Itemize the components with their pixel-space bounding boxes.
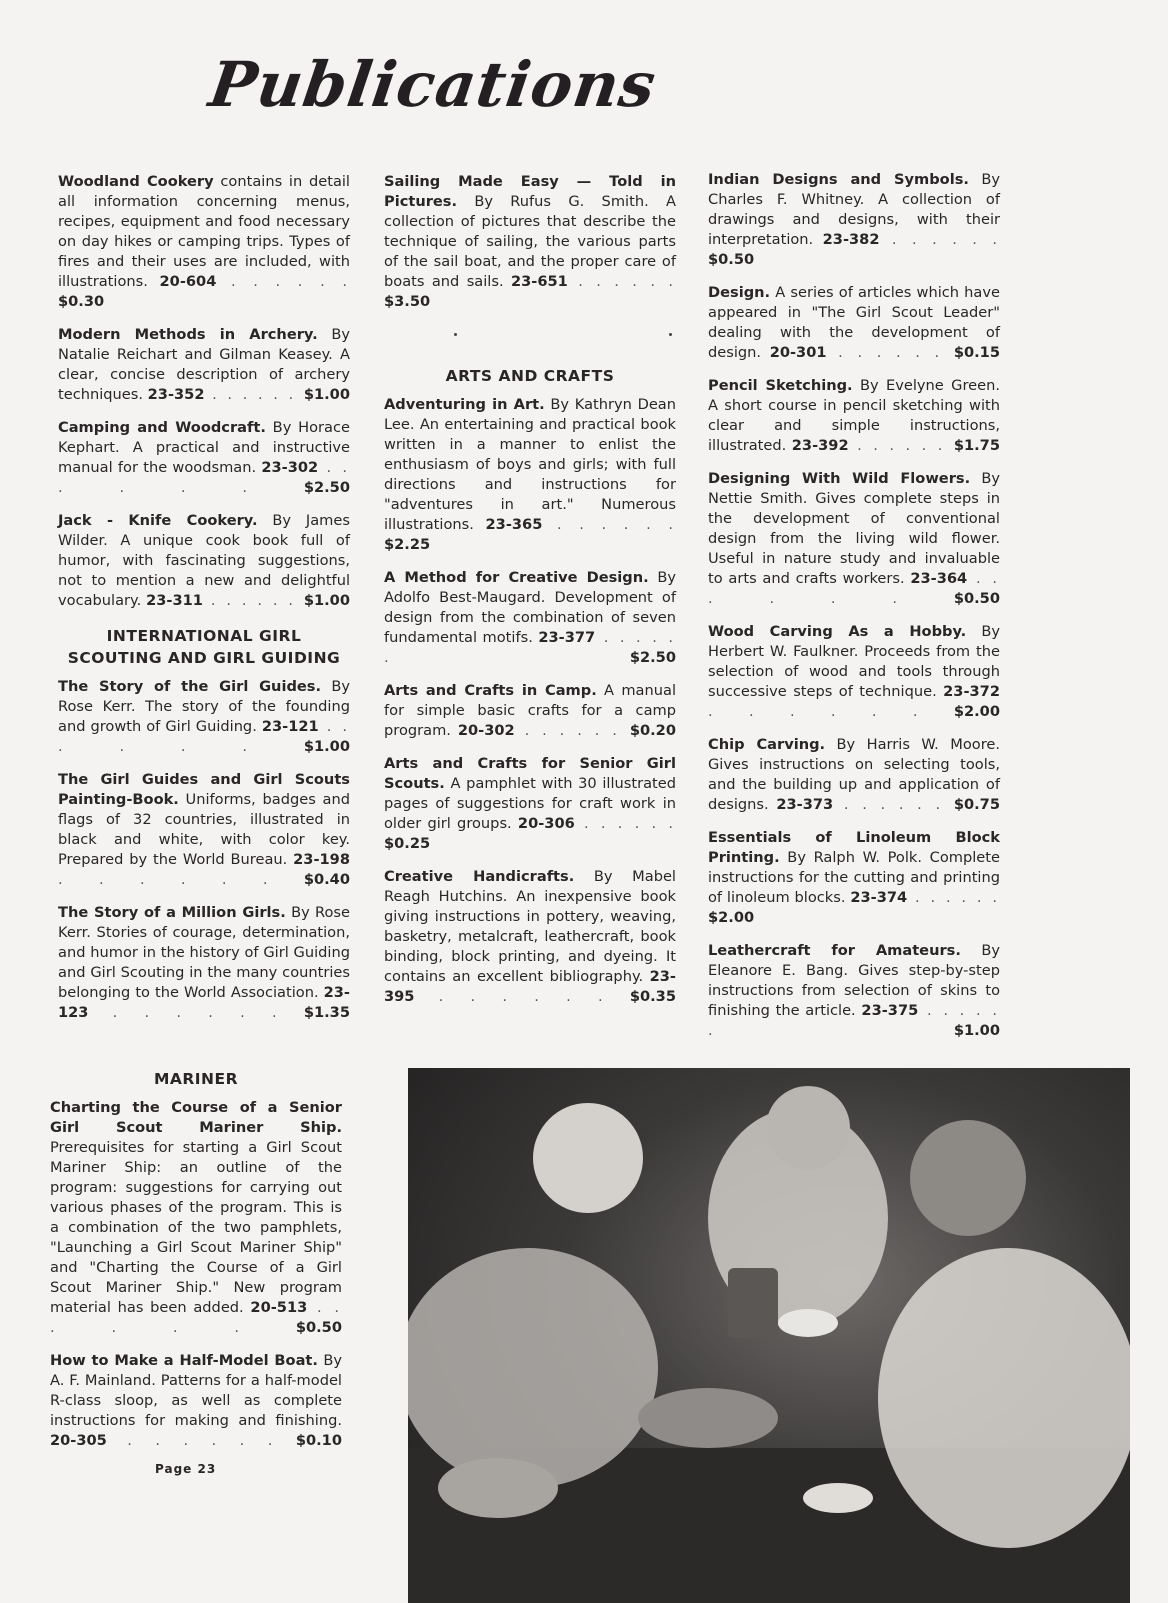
leader-dots: . . . . . . [514,722,630,739]
catalog-number: 20-513 [250,1299,308,1316]
catalog-number: 23-382 [822,231,880,248]
price: $1.35 [303,1004,350,1021]
catalog-number: 23-395 [384,968,676,1005]
leader-dots: . . . . . . [708,703,954,720]
catalog-number: 20-604 [159,273,217,290]
publication-description: By Eleanore E. Bang. Gives step-by-step instructions from selection of skins to finishing the article. [708,942,1000,1019]
publication-entry [58,770,350,890]
catalog-number: 23-372 [943,683,1000,700]
publication-title: Leathercraft for Amateurs. [708,942,961,959]
publication-entry [708,376,1000,456]
leader-dots: . . . . . . [58,459,350,496]
leader-dots: . . . . . . [58,871,304,888]
leader-dots: . . . . . . [542,516,676,533]
publication-entry [58,172,350,312]
publication-entry [708,469,1000,609]
publication-title: Charting the Course of a Senior Girl Scout Mariner Ship. [50,1099,342,1136]
page-number: Page 23 [155,1462,217,1476]
publication-title: Camping and Woodcraft. [58,419,266,436]
publication-title: Wood Carving As a Hobby. [708,623,967,640]
price: $2.00 [953,703,1000,720]
leader-dots: . . . . . . [88,1004,304,1021]
publication-description: By Nettie Smith. Gives complete steps in the development of conventional design from the living wild flower. Useful in nature study and invaluable to arts and crafts workers. [708,470,1000,587]
catalog-number: 23-392 [791,437,849,454]
publication-title: Sailing Made Easy — Told in Pictures. [384,173,676,210]
publication-description: By Harris W. Moore. Gives instructions on selecting tools, and the building up and application of designs. [708,736,1000,813]
price: $0.25 [384,835,431,852]
catalog-number: 23-375 [861,1002,919,1019]
catalog-number: 20-305 [50,1432,107,1449]
publication-title: Adventuring in Art. [384,396,545,413]
leader-dots: . . . . . . [384,629,677,666]
price: $3.50 [384,293,431,310]
publication-title: Chip Carving. [708,736,826,753]
price: $0.20 [629,722,676,739]
publication-description: By Charles F. Whitney. A collection of drawings and designs, with their interpretation. [708,171,1001,248]
publication-entry [708,283,1000,363]
leader-dots: . . . . . . [58,718,350,755]
publication-entry [50,1098,342,1338]
price: $1.00 [303,738,350,755]
price: $1.75 [953,437,1000,454]
column-3 [708,170,1000,1054]
catalog-number: 23-302 [261,459,319,476]
section-heading: MARINER [153,1070,239,1088]
price: $0.40 [303,871,350,888]
price: $0.50 [953,590,1000,607]
publication-title: Pencil Sketching. [708,377,853,394]
leader-dots: . . . . . . [848,437,954,454]
publication-entry [708,735,1000,815]
publication-title: The Girl Guides and Girl Scouts Painting-Book. [58,771,350,808]
catalog-number: 20-306 [517,815,575,832]
publication-entry [708,622,1000,722]
publication-entry [50,1351,342,1451]
publication-title: Design. [708,284,771,301]
publication-description: By James Wilder. A unique cook book full of humor, with fascinating suggestions, not to mention a new and delightful vocabulary. [58,512,350,609]
publication-description: A manual for simple basic crafts for a camp program. [384,682,676,739]
publication-entry [384,172,676,312]
publication-entry [384,395,676,555]
price: $1.00 [303,386,350,403]
column-2 [384,172,676,1020]
publication-title: Arts and Crafts for Senior Girl Scouts. [384,755,676,792]
publication-entry [384,867,676,1007]
leader-dots: . . . . . . [826,344,954,361]
publication-title: A Method for Creative Design. [384,569,649,586]
publication-entry [58,511,350,611]
publication-entry [58,418,350,498]
section-heading: ARTS AND CRAFTS [445,367,615,385]
price: $0.50 [708,251,755,268]
price: $2.00 [708,909,755,926]
publication-entry [708,941,1000,1041]
price: $1.00 [953,1022,1000,1039]
publication-title: Indian Designs and Symbols. [708,171,969,188]
catalog-number: 23-311 [146,592,203,609]
column-mariner [50,1054,342,1464]
leader-dots: . . . . . . [708,570,1000,607]
publication-title: Modern Methods in Archery. [58,326,318,343]
catalog-number: 23-123 [58,984,350,1021]
publication-description: Prerequisites for starting a Girl Scout Mariner Ship: an outline of the program: suggestions for carrying out various phases of the program. This is a combination of the two pamphlets, "Launching a Girl Scout Mariner Ship" and "Charting the Course of a Girl Scout Mariner Ship." New program material has been added. [50,1139,342,1316]
catalog-number: 23-651 [510,273,568,290]
leader-dots: . . . . . . [204,386,304,403]
publication-description: By Mabel Reagh Hutchins. An inexpensive book giving instructions in pottery, weaving, basketry, metalcraft, leathercraft, book binding, block printing, and dyeing. It contains an excellent bibliography. [384,868,676,985]
publication-title: Creative Handicrafts. [384,868,575,885]
publication-description: Uniforms, badges and flags of 32 countries, illustrated in black and white, with color key. Prepared by the World Bureau. [58,791,350,868]
publication-title: Designing With Wild Flowers. [708,470,971,487]
publication-title: Jack - Knife Cookery. [58,512,258,529]
publication-description: By Herbert W. Faulkner. Proceeds from the selection of wood and tools through successive steps of technique. [708,623,1000,700]
section-heading: INTERNATIONAL GIRL SCOUTING AND GIRL GUIDING [67,627,341,667]
leader-dots: . . . . . . [907,889,1001,906]
price: $0.35 [629,988,676,1005]
publication-description: By Rose Kerr. Stories of courage, determination, and humor in the history of Girl Guiding and Girl Scouting in the many countries belonging to the World Association. [58,904,351,1001]
catalog-number: 23-364 [910,570,968,587]
price: $2.50 [303,479,350,496]
price: $0.75 [953,796,1000,813]
leader-dots: . . . . . . [106,1432,296,1449]
girl-scouts-cooking-photo [408,1068,1130,1603]
publication-description: By A. F. Mainland. Patterns for a half-model R-class sloop, as well as complete instructions for making and finishing. [50,1352,342,1429]
publication-title: The Story of a Million Girls. [58,904,286,921]
catalog-number: 23-365 [485,516,543,533]
publication-description: By Rose Kerr. The story of the founding and growth of Girl Guiding. [58,678,350,735]
leader-dots: . . . . . . [833,796,954,813]
publication-entry [58,325,350,405]
leader-dots: . . . . . . [574,815,676,832]
publication-title: The Story of the Girl Guides. [58,678,322,695]
catalog-number: 23-373 [776,796,834,813]
publication-description: By Kathryn Dean Lee. An entertaining and practical book written in a manner to enlist the enthusiasm of boys and girls; with full directions and instructions for "adventures in art." Numerous illustrations. [384,396,676,533]
price: $2.50 [629,649,676,666]
catalog-number: 23-198 [293,851,350,868]
publication-title: Essentials of Linoleum Block Printing. [708,829,1000,866]
publication-title: Arts and Crafts in Camp. [384,682,597,699]
publication-description: By Ralph W. Polk. Complete instructions for the cutting and printing of linoleum blocks. [708,849,1000,906]
price: $2.25 [384,536,431,553]
catalog-number: 23-374 [850,889,908,906]
publication-description: By Horace Kephart. A practical and instructive manual for the woodsman. [58,419,350,476]
publication-description: contains in detail all information concerning menus, recipes, equipment and food necessary on day hikes or camping trips. Types of fires and their uses are included, with illustrations. [58,173,350,290]
leader-dots: . . . . . . [50,1299,342,1336]
publication-entry [708,170,1000,270]
publication-title: Woodland Cookery [58,173,214,190]
leader-dots: . . . . . . [708,1002,1001,1039]
divider [384,325,676,351]
price: $0.30 [58,293,105,310]
publication-description: By Natalie Reichart and Gilman Keasey. A clear, concise description of archery techniques. [58,326,350,403]
catalog-number: 23-352 [147,386,205,403]
catalog-number: 20-301 [769,344,827,361]
publication-entry [384,754,676,854]
price: $0.10 [295,1432,342,1449]
leader-dots: . . . . . . [414,988,630,1005]
publication-entry [384,681,676,741]
leader-dots: . . . . . . [216,273,350,290]
price: $1.00 [303,592,350,609]
catalog-number: 20-302 [457,722,515,739]
catalog-number: 23-377 [538,629,596,646]
publication-description: By Adolfo Best-Maugard. Development of design from the combination of seven fundamental motifs. [384,569,676,646]
column-1 [58,172,350,1036]
publication-description: A pamphlet with 30 illustrated pages of suggestions for craft work in older girl groups. [384,775,676,832]
publication-description: By Rufus G. Smith. A collection of pictures that describe the technique of sailing, the various parts of the sail boat, and the proper care of boats and sails. [384,193,676,290]
price: $0.15 [953,344,1000,361]
publication-entry [384,568,676,668]
catalog-number: 23-121 [261,718,319,735]
leader-dots: . . . . . . [567,273,676,290]
publication-description: A series of articles which have appeared in "The Girl Scout Leader" dealing with the development of design. [708,284,1000,361]
publication-entry [708,828,1000,928]
publication-title: How to Make a Half-Model Boat. [50,1352,318,1369]
publication-entry [58,677,350,757]
leader-dots: . . . . . . [202,592,304,609]
page-title: Publications [204,48,661,121]
leader-dots: . . . . . . [879,231,1000,248]
publication-entry [58,903,350,1023]
publication-description: By Evelyne Green. A short course in pencil sketching with clear and simple instructions, illustrated. [708,377,1000,454]
price: $0.50 [295,1319,342,1336]
